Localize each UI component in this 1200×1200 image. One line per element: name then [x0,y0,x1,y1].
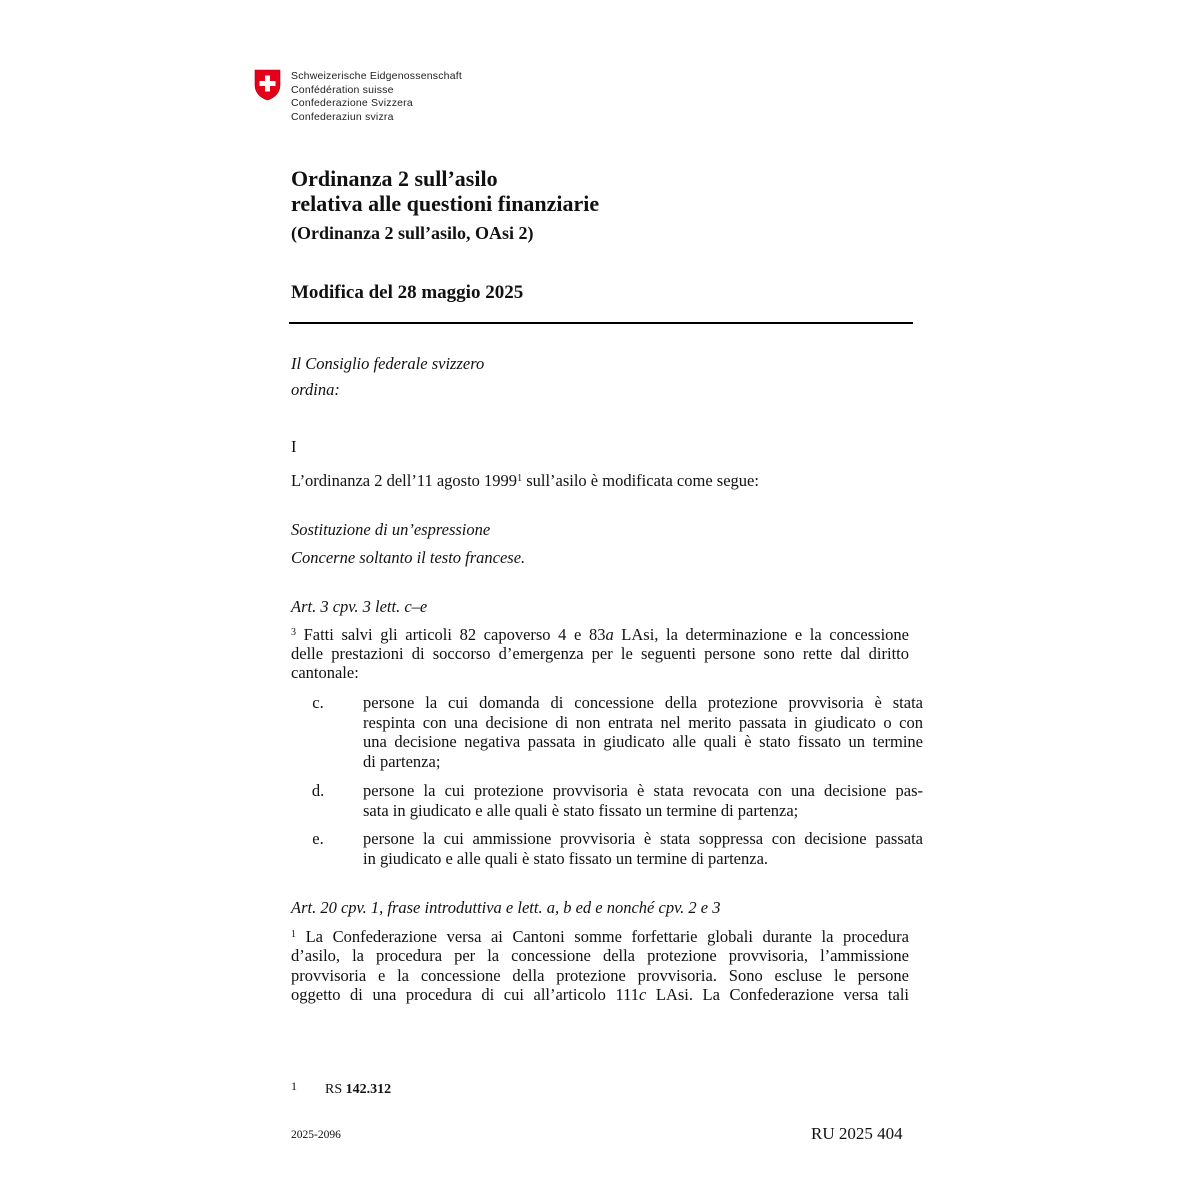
list-line: persone la cui ammissione provvisoria è stata soppressa con decisione passata [363,829,923,848]
list-line: una decisione negativa passata in giudicato alle quali è stato fissato un termine [363,732,923,751]
list-item-body [363,781,923,820]
authority-it: Confederazione Svizzera [291,97,413,109]
art3-para-line-2: delle prestazioni di soccorso d’emergenza per le seguenti persone sono rette dal diritto [291,644,909,663]
footnote [291,1079,391,1098]
intro-paragraph [291,471,759,491]
list-line: in giudicato e alle quali è stato fissato un termine di partenza. [363,848,769,868]
replacement-heading: Sostituzione di un’espressione [291,520,491,539]
intro-text-after: sull’asilo è modificata come segue: [522,471,759,490]
paragraph-number: 1 [291,929,296,940]
title-line-2: relativa alle questioni finanziarie [291,191,600,216]
amendment-date: Modifica del 28 maggio 2025 [291,282,524,303]
official-collection-reference: RU 2025 404 [811,1124,903,1143]
art20-line-3: provvisoria e la concessione della protezione provvisoria. Sono escluse le persone [291,966,909,985]
list-line: respinta con una decisione di non entrata nel merito passata in giudicato o con [363,712,923,732]
authority-rm: Confederaziun svizra [291,110,394,123]
art20-line1-text: La Confederazione versa ai Cantoni somme forfettarie globali durante la procedura [296,927,909,946]
art20-line4-text-b: LAsi. La Confederazione versa tali [646,985,909,1004]
list-item-c [306,693,926,773]
art3-heading: Art. 3 cpv. 3 lett. c–e [291,597,428,616]
art3-para-line-3: cantonale: [291,663,359,682]
art3-line1-text-b: LAsi, la determinazione e la concessione [613,625,909,644]
list-label: c. [312,693,324,712]
list-label: d. [311,781,325,800]
art20-heading: Art. 20 cpv. 1, frase introduttiva e lett. a, b ed e nonché cpv. 2 e 3 [291,898,721,917]
footnote-reference[interactable]: 1 [517,473,523,484]
art20-line4-text-a: oggetto di una procedura di cui all’articolo 111 [291,985,639,1004]
art20-line4-italic: c [638,985,647,1004]
list-item-d [306,781,926,821]
list-item-e [306,829,926,869]
intro-text-before: L’ordinanza 2 dell’11 agosto 1999 [291,471,518,490]
preamble-decree: ordina: [291,380,340,399]
footnote-reference-number[interactable]: 142.312 [345,1082,392,1097]
list-line: sata in giudicato e alle quali è stato fissato un termine di partenza; [363,800,799,820]
list-label: e. [312,829,324,848]
footnote-prefix: RS [325,1082,346,1097]
art20-line-1 [291,927,909,947]
federal-authority-names [291,70,462,124]
title-divider [289,322,913,324]
replacement-note: Concerne soltanto il testo francese. [291,548,526,567]
footnote-number: 1 [291,1079,297,1093]
document-number: 2025-2096 [291,1129,341,1141]
list-line: persone la cui domanda di concessione della protezione provvisoria è stata [363,693,923,712]
list-item-body [363,829,923,868]
list-item-body [363,693,923,771]
preamble-authority: Il Consiglio federale svizzero [291,354,485,373]
swiss-coat-of-arms-icon [254,69,281,101]
section-number: I [291,437,297,456]
art3-para-line-1 [291,625,909,645]
authority-fr: Confédération suisse [291,83,394,96]
authority-de: Schweizerische Eidgenossenschaft [291,70,462,82]
short-title: (Ordinanza 2 sull’asilo, OAsi 2) [291,223,534,243]
art3-line1-text-a: Fatti salvi gli articoli 82 capoverso 4 e 83 [296,625,606,644]
document-title [291,166,599,216]
list-line: di partenza; [363,751,441,771]
art20-line-2: d’asilo, la procedura per la concessione della protezione provvisoria, l’ammissione [291,946,909,965]
list-line: persone la cui protezione provvisoria è stata revocata con una decisione pas- [363,781,923,800]
paragraph-number: 3 [291,627,296,638]
art3-line1-italic: a [605,625,614,644]
art20-line-4 [291,985,909,1005]
title-line-1: Ordinanza 2 sull’asilo [291,166,498,191]
